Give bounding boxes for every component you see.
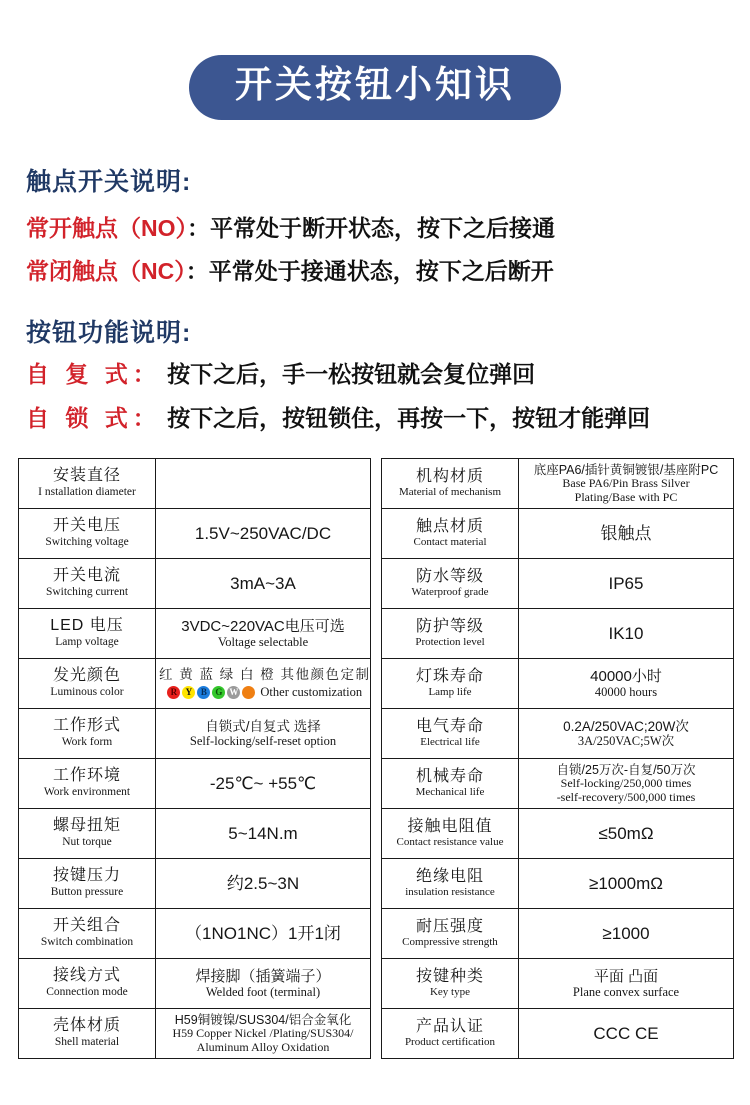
spec-value-cell xyxy=(519,759,733,808)
spec-value-line: 自锁/25万次-自复/50万次 xyxy=(556,762,696,777)
spec-value-line: 约2.5~3N xyxy=(226,873,300,893)
table-row xyxy=(382,559,733,609)
spec-value-line: Base PA6/Pin Brass Silver xyxy=(562,475,690,490)
spec-label-en: Lamp life xyxy=(428,686,472,699)
spec-label-cell xyxy=(382,859,519,908)
spec-label-en: Material of mechanism xyxy=(398,486,502,499)
spec-label-cell xyxy=(382,709,519,758)
spec-value-line: 40000 hours xyxy=(594,684,658,699)
luminous-color-names: 红 黄 蓝 绿 白 橙 其他颜色定制 xyxy=(159,666,371,682)
term-self-reset: 自 复 式： xyxy=(26,361,161,387)
spec-value-line: 3A/250VAC;5W次 xyxy=(577,734,675,749)
table-row xyxy=(19,559,370,609)
description-line-nc xyxy=(26,253,554,286)
spec-value-line: 平面 凸面 xyxy=(593,967,659,985)
spec-value-line: 自锁式/自复式 选择 xyxy=(205,718,321,734)
table-row xyxy=(19,459,370,509)
table-row xyxy=(382,759,733,809)
spec-label-cn: 接触电阻值 xyxy=(407,817,493,835)
table-row xyxy=(382,1009,733,1059)
spec-label-cell xyxy=(19,559,156,608)
spec-label-en: Compressive strength xyxy=(402,936,498,949)
spec-label-cn: 防水等级 xyxy=(415,567,484,585)
spec-value-cell xyxy=(519,459,733,508)
spec-label-cell xyxy=(382,759,519,808)
blue-dot-icon: B xyxy=(197,686,210,699)
spec-label-cn: 触点材质 xyxy=(415,517,484,535)
table-row xyxy=(19,709,370,759)
spec-label-cn: 开关组合 xyxy=(52,917,121,935)
spec-value-line: IK10 xyxy=(608,623,644,643)
spec-value-cell xyxy=(156,609,370,658)
spec-label-cell xyxy=(19,809,156,858)
table-row xyxy=(382,809,733,859)
table-row xyxy=(19,759,370,809)
title-banner xyxy=(189,55,561,120)
spec-value-cell xyxy=(156,709,370,758)
spec-label-cn: 电气寿命 xyxy=(415,717,484,735)
spec-label-cn: 壳体材质 xyxy=(52,1017,121,1035)
white-dot-icon: W xyxy=(229,687,239,698)
yellow-dot-icon: Y xyxy=(182,686,195,699)
spec-label-cell xyxy=(382,959,519,1008)
spec-label-cell xyxy=(19,959,156,1008)
spec-label-cn: 产品认证 xyxy=(415,1017,484,1035)
spec-value-line: Voltage selectable xyxy=(217,634,309,649)
spec-value-cell xyxy=(519,809,733,858)
table-row xyxy=(19,509,370,559)
spec-value-line: Aluminum Alloy Oxidation xyxy=(196,1039,330,1054)
spec-value-line: ≥1000 xyxy=(602,923,650,943)
spec-value-cell xyxy=(156,459,370,508)
spec-value-line: 底座PA6/插针黄铜镀银/基座附PC xyxy=(533,462,719,477)
spec-value-cell xyxy=(519,859,733,908)
spec-label-cell xyxy=(382,1009,519,1058)
description-line-self-reset xyxy=(26,356,535,389)
table-row xyxy=(382,659,733,709)
spec-label-cn: 工作形式 xyxy=(52,717,121,735)
spec-label-en: Contact resistance value xyxy=(396,836,504,849)
spec-label-en: Work environment xyxy=(43,786,131,799)
spec-value-cell xyxy=(156,509,370,558)
spec-label-cell xyxy=(19,709,156,758)
spec-label-cn: 耐压强度 xyxy=(415,917,484,935)
spec-label-cn: 螺母扭矩 xyxy=(52,817,121,835)
spec-label-en: Luminous color xyxy=(50,686,124,699)
spec-value-line: 5~14N.m xyxy=(228,823,298,843)
page-title: 开关按钮小知识 xyxy=(235,64,515,105)
luminous-color-swatches xyxy=(167,685,362,700)
spec-value-cell xyxy=(156,959,370,1008)
spec-value-cell xyxy=(156,809,370,858)
spec-label-cell xyxy=(19,909,156,958)
spec-value-line: 40000小时 xyxy=(590,667,662,685)
spec-label-cell xyxy=(382,809,519,858)
spec-label-cn: 防护等级 xyxy=(415,617,484,635)
spec-value-cell xyxy=(519,1009,733,1058)
spec-value-line: ≤50mΩ xyxy=(598,823,654,843)
table-row xyxy=(382,909,733,959)
luminous-color-other-label: Other customization xyxy=(260,685,363,700)
spec-value-cell xyxy=(519,909,733,958)
description-nc: ：平常处于接通状态，按下之后断开 xyxy=(185,258,554,284)
spec-value-line: -25℃~ +55℃ xyxy=(209,773,317,793)
table-row xyxy=(19,859,370,909)
spec-label-en: Lamp voltage xyxy=(55,636,119,649)
spec-value-line: Self-locking/250,000 times xyxy=(560,775,692,790)
table-row xyxy=(19,1009,370,1059)
spec-label-cell xyxy=(19,459,156,508)
spec-value-line: 3mA~3A xyxy=(230,573,296,593)
spec-label-en: Waterproof grade xyxy=(411,586,489,599)
term-self-locking: 自 锁 式： xyxy=(26,405,161,431)
table-row xyxy=(382,509,733,559)
spec-label-en: Mechanical life xyxy=(415,786,485,799)
orange-dot-icon: O xyxy=(242,686,255,699)
red-dot-icon: R xyxy=(167,686,180,699)
spec-value-line: （1NO1NC）1开1闭 xyxy=(185,923,341,943)
spec-label-en: Button pressure xyxy=(50,886,124,899)
spec-label-cn: 工作环境 xyxy=(52,767,121,785)
spec-label-cell xyxy=(19,609,156,658)
table-row xyxy=(19,909,370,959)
table-row xyxy=(382,859,733,909)
spec-label-cn: 机械寿命 xyxy=(415,767,484,785)
spec-label-en: Key type xyxy=(429,986,470,999)
spec-label-cn: 开关电流 xyxy=(52,567,121,585)
spec-label-cell xyxy=(382,609,519,658)
spec-label-cell xyxy=(19,759,156,808)
spec-label-en: Switching voltage xyxy=(45,536,129,549)
table-row xyxy=(382,959,733,1009)
spec-label-en: Nut torque xyxy=(62,836,112,849)
spec-value-cell xyxy=(156,909,370,958)
spec-value-cell xyxy=(156,759,370,808)
spec-label-cell xyxy=(382,559,519,608)
spec-label-en: Contact material xyxy=(413,536,487,549)
spec-label-cell xyxy=(382,459,519,508)
spec-value-line: 0.2A/250VAC;20W次 xyxy=(563,718,689,734)
description-line-self-locking xyxy=(26,400,650,433)
spec-label-cn: 按键种类 xyxy=(415,967,484,985)
spec-value-line: Plating/Base with PC xyxy=(574,489,678,504)
spec-value-cell xyxy=(519,709,733,758)
spec-label-en: insulation resistance xyxy=(405,886,495,899)
spec-value-cell xyxy=(156,559,370,608)
spec-label-cell xyxy=(19,509,156,558)
term-normally-open: 常开触点（NO） xyxy=(26,215,187,241)
section-heading-contact-switch: 触点开关说明: xyxy=(26,168,192,196)
spec-value-line: -self-recovery/500,000 times xyxy=(556,789,696,804)
table-row xyxy=(382,459,733,509)
spec-value-cell xyxy=(519,659,733,708)
spec-label-cell xyxy=(382,909,519,958)
spec-label-cn: 接线方式 xyxy=(52,967,121,985)
spec-label-en: Shell material xyxy=(54,1036,120,1049)
spec-value-cell xyxy=(519,959,733,1008)
spec-label-en: Switching current xyxy=(45,586,129,599)
spec-value-line: Self-locking/self-reset option xyxy=(189,734,337,749)
table-row xyxy=(382,609,733,659)
spec-label-cell xyxy=(382,509,519,558)
spec-value-line: H59铜镀镍/SUS304/铝合金氧化 xyxy=(174,1012,352,1027)
description-line-no xyxy=(26,210,555,243)
spec-value-cell xyxy=(519,609,733,658)
spec-label-en: Protection level xyxy=(415,636,485,649)
table-row xyxy=(19,659,370,709)
spec-value-line: Plane convex surface xyxy=(572,984,680,999)
spec-label-cn: 安装直径 xyxy=(52,467,121,485)
spec-value-cell xyxy=(156,859,370,908)
spec-label-cell xyxy=(19,1009,156,1058)
spec-label-cn: LED 电压 xyxy=(50,617,124,635)
spec-label-cn: 机构材质 xyxy=(415,467,484,485)
table-row xyxy=(19,959,370,1009)
spec-label-cell xyxy=(19,659,156,708)
spec-value-line: 1.5V~250VAC/DC xyxy=(194,523,332,543)
spec-value-line: CCC CE xyxy=(593,1023,659,1043)
spec-value-line: 银触点 xyxy=(600,523,652,543)
spec-table-left xyxy=(18,458,371,1059)
spec-label-cn: 绝缘电阻 xyxy=(415,867,484,885)
spec-label-cn: 开关电压 xyxy=(52,517,121,535)
spec-label-en: Work form xyxy=(61,736,113,749)
spec-label-cn: 按键压力 xyxy=(52,867,121,885)
spec-value-line: 焊接脚（插簧端子） xyxy=(195,967,331,985)
spec-value-line: ≥1000mΩ xyxy=(588,873,664,893)
spec-label-cell xyxy=(382,659,519,708)
spec-value-cell xyxy=(156,1009,370,1058)
spec-label-cell xyxy=(19,859,156,908)
spec-value-line: IP65 xyxy=(608,573,644,593)
table-row xyxy=(382,709,733,759)
description-self-locking: 按下之后，按钮锁住，再按一下，按钮才能弹回 xyxy=(160,405,651,431)
spec-value-cell xyxy=(519,559,733,608)
spec-label-cn: 灯珠寿命 xyxy=(415,667,484,685)
spec-label-en: Switch combination xyxy=(40,936,134,949)
description-no: ：平常处于断开状态，按下之后接通 xyxy=(187,215,555,241)
spec-value-line: 3VDC~220VAC电压可选 xyxy=(181,617,345,635)
green-dot-icon: G xyxy=(212,686,225,699)
spec-value-cell xyxy=(156,659,374,708)
table-row xyxy=(19,609,370,659)
spec-label-en: Connection mode xyxy=(46,986,128,999)
spec-label-cn: 发光颜色 xyxy=(52,667,121,685)
spec-value-line: H59 Copper Nickel /Plating/SUS304/ xyxy=(172,1025,354,1040)
spec-label-en: I nstallation diameter xyxy=(38,486,136,499)
term-normally-closed: 常闭触点（NC） xyxy=(26,258,186,284)
title-banner-wrapper xyxy=(0,55,750,120)
description-self-reset: 按下之后，手一松按钮就会复位弹回 xyxy=(160,361,536,387)
spec-label-en: Product certification xyxy=(404,1036,496,1049)
table-row xyxy=(19,809,370,859)
spec-label-en: Electrical life xyxy=(420,736,480,749)
spec-value-line: Welded foot (terminal) xyxy=(205,984,321,999)
spec-table-right xyxy=(381,458,734,1059)
section-heading-button-function: 按钮功能说明: xyxy=(26,319,192,347)
spec-value-cell xyxy=(519,509,733,558)
